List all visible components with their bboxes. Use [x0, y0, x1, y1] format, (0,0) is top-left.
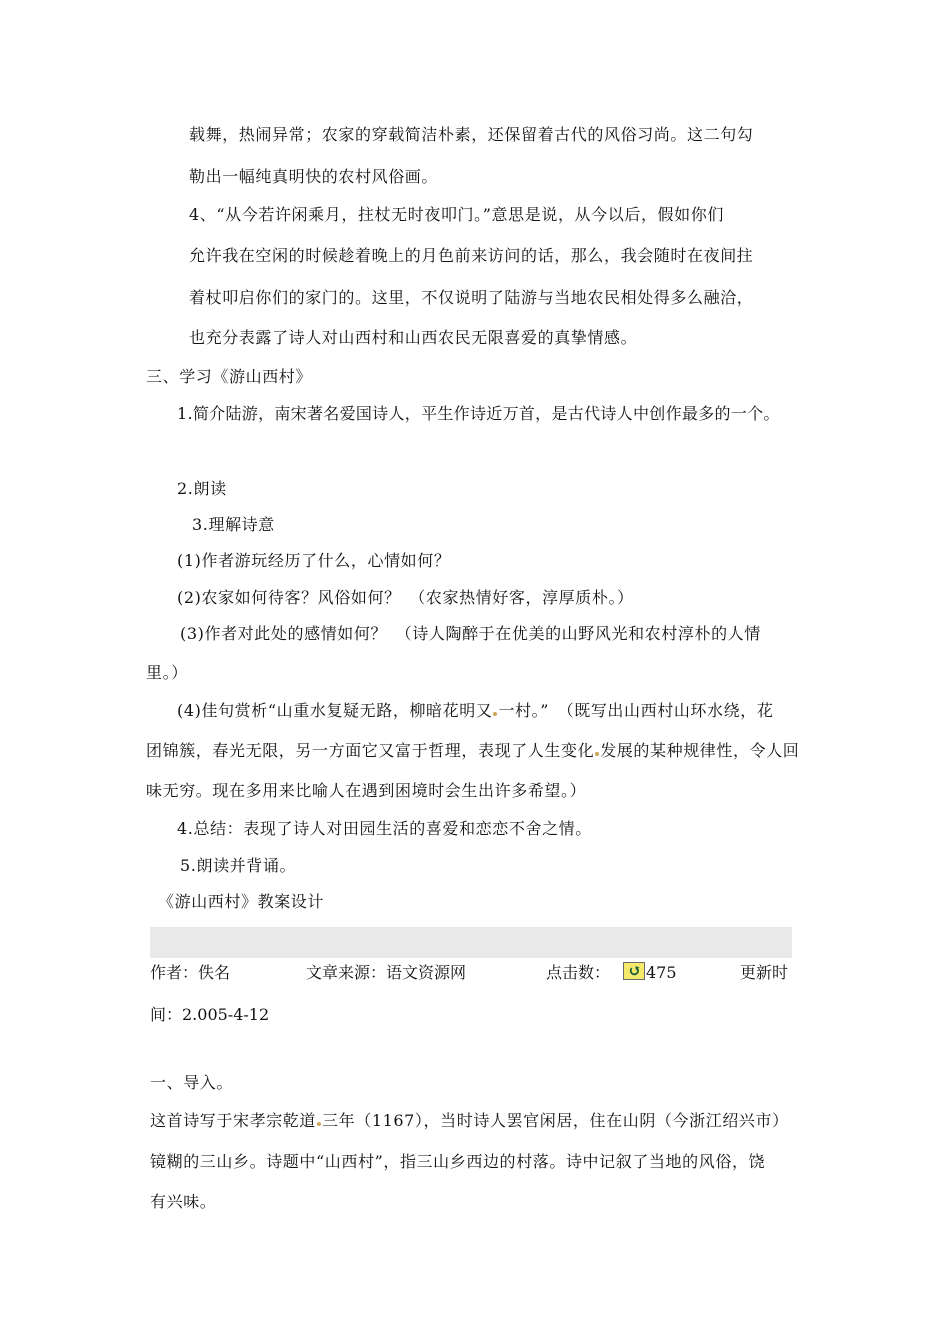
updated-value: 间：2.005-4-12 — [150, 1005, 270, 1024]
paragraph-line: 着杖叩启你们的家门的。这里，不仅说明了陆游与当地农民相处得多么融洽， — [189, 288, 754, 307]
hits-value: 475 — [646, 963, 677, 982]
list-item: (2)农家如何待客？风俗如何？ （农家热情好客，淳厚质朴。） — [177, 588, 634, 607]
author-label: 作者：佚名 — [150, 963, 231, 982]
marker-dot — [595, 752, 599, 756]
paragraph-line: 1.简介陆游，南宋著名爱国诗人，平生作诗近万首，是古代诗人中创作最多的一个。 — [177, 404, 780, 423]
paragraph-line: 也充分表露了诗人对山西村和山西农民无限喜爱的真挚情感。 — [189, 328, 638, 347]
list-item: (1)作者游玩经历了什么，心情如何？ — [177, 551, 451, 570]
hits-label: 点击数： — [546, 963, 611, 982]
paragraph-line: 里。） — [146, 663, 188, 682]
paragraph-line: 4、“从今若许闲乘月，拄杖无时夜叩门。”意思是说，从今以后，假如你们 — [189, 205, 724, 224]
list-item: 3.理解诗意 — [192, 515, 275, 534]
paragraph-line: 这首诗写于宋孝宗乾道 三年（1167），当时诗人罢官闲居，住在山阴（今浙江绍兴市） — [150, 1111, 789, 1130]
list-item: (4)佳句赏析“山重水复疑无路，柳暗花明又 一村。” （既写出山西村山环水绕，花 — [177, 701, 774, 720]
paragraph-line: 勒出一幅纯真明快的农村风俗画。 — [189, 167, 439, 186]
paragraph-line: 镜糊的三山乡。诗题中“山西村”，指三山乡西边的村落。诗中记叙了当地的风俗，饶 — [150, 1152, 766, 1171]
counter-icon: ↺ — [623, 962, 645, 980]
paragraph-line: 团锦簇，春光无限，另一方面它又富于哲理，表现了人生变化 发展的某种规律性，令人回 — [146, 741, 800, 760]
paragraph-line: 载舞，热闹异常；农家的穿载简洁朴素，还保留着古代的风俗习尚。这二句勾 — [189, 125, 754, 144]
source-label: 文章来源：语文资源网 — [306, 963, 467, 982]
list-item: 5.朗读并背诵。 — [180, 856, 297, 875]
header-bar — [150, 927, 792, 958]
section-heading: 三、学习《游山西村》 — [146, 367, 313, 386]
updated-label: 更新时 — [740, 963, 789, 982]
list-item: 2.朗读 — [177, 479, 227, 498]
list-item: (3)作者对此处的感情如何？ （诗人陶醉于在优美的山野风光和农村淳朴的人情 — [180, 624, 761, 643]
marker-dot — [493, 712, 497, 716]
paragraph-line: 有兴味。 — [150, 1192, 217, 1211]
section-heading: 一、导入。 — [150, 1073, 234, 1092]
document-title: 《游山西村》教案设计 — [158, 892, 325, 911]
marker-dot — [317, 1122, 321, 1126]
list-item: 4.总结：表现了诗人对田园生活的喜爱和恋恋不舍之情。 — [177, 819, 592, 838]
paragraph-line: 允许我在空闲的时候趁着晚上的月色前来访问的话，那么，我会随时在夜间拄 — [189, 246, 754, 265]
paragraph-line: 味无穷。现在多用来比喻人在遇到困境时会生出许多希望。） — [146, 781, 587, 800]
